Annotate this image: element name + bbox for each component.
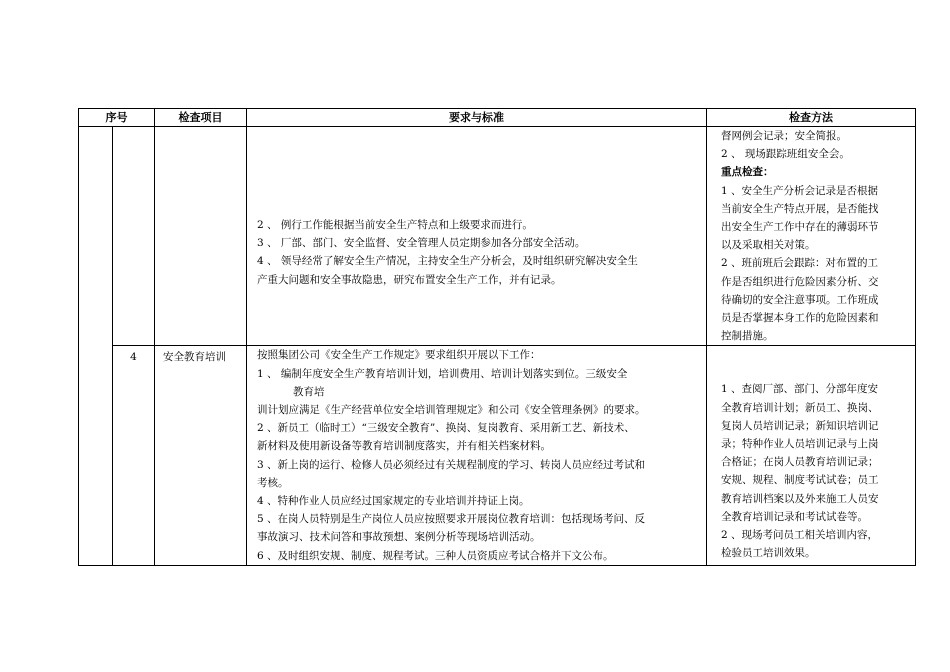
requirement-line: 训计划应满足《生产经营单位安全培训管理规定》和公司《安全管理条例》的要求。 — [257, 404, 646, 417]
requirement-line: 5 、在岗人员特别是生产岗位人员应按照要求开展岗位教育培训：包括现场考问、反 — [257, 513, 646, 526]
header-number: 序号 — [79, 109, 155, 127]
requirement-line: 2 、 例行工作能根据当前安全生产特点和上级要求而进行。 — [257, 219, 533, 231]
requirement-line: 1 、 编制年度安全生产教育培训计划，培训费用、培训计划落实到位。三级安全 — [257, 367, 628, 380]
row2-number-cell: 4 — [113, 346, 155, 565]
method-line: 员是否掌握本身工作的危险因素和 — [721, 312, 879, 325]
method-line: 安规、规程、制度考试试卷；员工 — [721, 474, 879, 487]
requirement-line: 按照集团公司《安全生产工作规定》要求组织开展以下工作： — [257, 349, 541, 362]
method-line: 2 、班前班后会跟踪：对布置的工 — [721, 257, 879, 270]
header-item: 检查项目 — [155, 109, 247, 127]
method-line: 1 、查阅厂部、部门、分部年度安 — [721, 383, 879, 396]
method-line: 1 、安全生产分析会记录是否根据 — [721, 184, 879, 197]
requirement-line: 3 、 厂部、部门、安全监督、安全管理人员定期参加各分部安全活动。 — [257, 237, 586, 250]
method-line: 以及采取相关对策。 — [721, 239, 816, 252]
table-row — [79, 127, 916, 346]
requirement-line: 4 、特种作业人员应经过国家规定的专业培训并持证上岗。 — [257, 495, 530, 508]
method-heading: 重点检查： — [721, 166, 774, 179]
requirement-line: 新材料及使用新设备等教育培训制度落实，并有相关档案材料。 — [257, 440, 551, 453]
header-requirements: 要求与标准 — [247, 109, 707, 127]
method-line: 录；特种作业人员培训记录与上岗 — [721, 438, 879, 451]
row2-item-cell: 安全教育培训 — [155, 346, 247, 565]
method-line: 出安全生产工作中存在的薄弱环节 — [721, 221, 879, 234]
requirement-line: 事故演习、技术问答和事故预想、案例分析等现场培训活动。 — [257, 531, 541, 544]
requirement-line: 3 、新上岗的运行、检修人员必须经过有关规程制度的学习、转岗人员应经过考试和 — [257, 458, 646, 471]
method-line: 全教育培训计划；新员工、换岗、 — [721, 401, 879, 414]
requirement-line: 4 、 领导经常了解安全生产情况，主持安全生产分析会，及时组织研究解决安全生 — [257, 255, 638, 268]
method-line: 2 、现场考问员工相关培训内容， — [721, 529, 879, 542]
requirement-line: 教育培 — [293, 385, 325, 398]
inspection-table — [78, 108, 916, 566]
method-line: 检验员工培训效果。 — [721, 547, 816, 560]
outer-number-cell — [79, 127, 113, 566]
table-row — [79, 346, 916, 565]
row1-number-cell — [113, 127, 155, 346]
header-method: 检查方法 — [707, 109, 916, 127]
method-line: 2 、 现场跟踪班组安全会。 — [721, 148, 850, 161]
requirement-line: 2 、新员工（临时工）“三级安全教育”、换岗、复岗教育、采用新工艺、新技术、 — [257, 422, 635, 435]
row2-method-cell — [707, 346, 916, 565]
method-line: 待确切的安全注意事项。工作班成 — [721, 293, 879, 306]
requirement-line: 产重大问题和安全事故隐患，研究布置安全生产工作，并有记录。 — [257, 273, 562, 286]
method-line: 督网例会记录；安全简报。 — [721, 130, 847, 142]
method-line: 控制措施。 — [721, 330, 774, 343]
method-line: 当前安全生产特点开展，是否能找 — [721, 202, 879, 215]
method-line: 作是否组织进行危险因素分析、交 — [721, 275, 879, 288]
row2-requirements-cell — [247, 346, 707, 565]
table-header-row — [79, 109, 916, 127]
requirement-line: 考核。 — [257, 476, 289, 489]
row1-item-cell — [155, 127, 247, 346]
method-line: 复岗人员培训记录；新知识培训记 — [721, 419, 879, 432]
row1-method-cell — [707, 127, 916, 346]
method-line: 教育培训档案以及外来施工人员安 — [721, 492, 879, 505]
requirement-line: 6 、及时组织安规、制度、规程考试。三种人员资质应考试合格并下文公布。 — [257, 549, 614, 562]
method-line: 全教育培训记录和考试试卷等。 — [721, 510, 868, 523]
method-line: 合格证；在岗人员教育培训记录； — [721, 456, 879, 469]
row1-requirements-cell — [247, 127, 707, 346]
